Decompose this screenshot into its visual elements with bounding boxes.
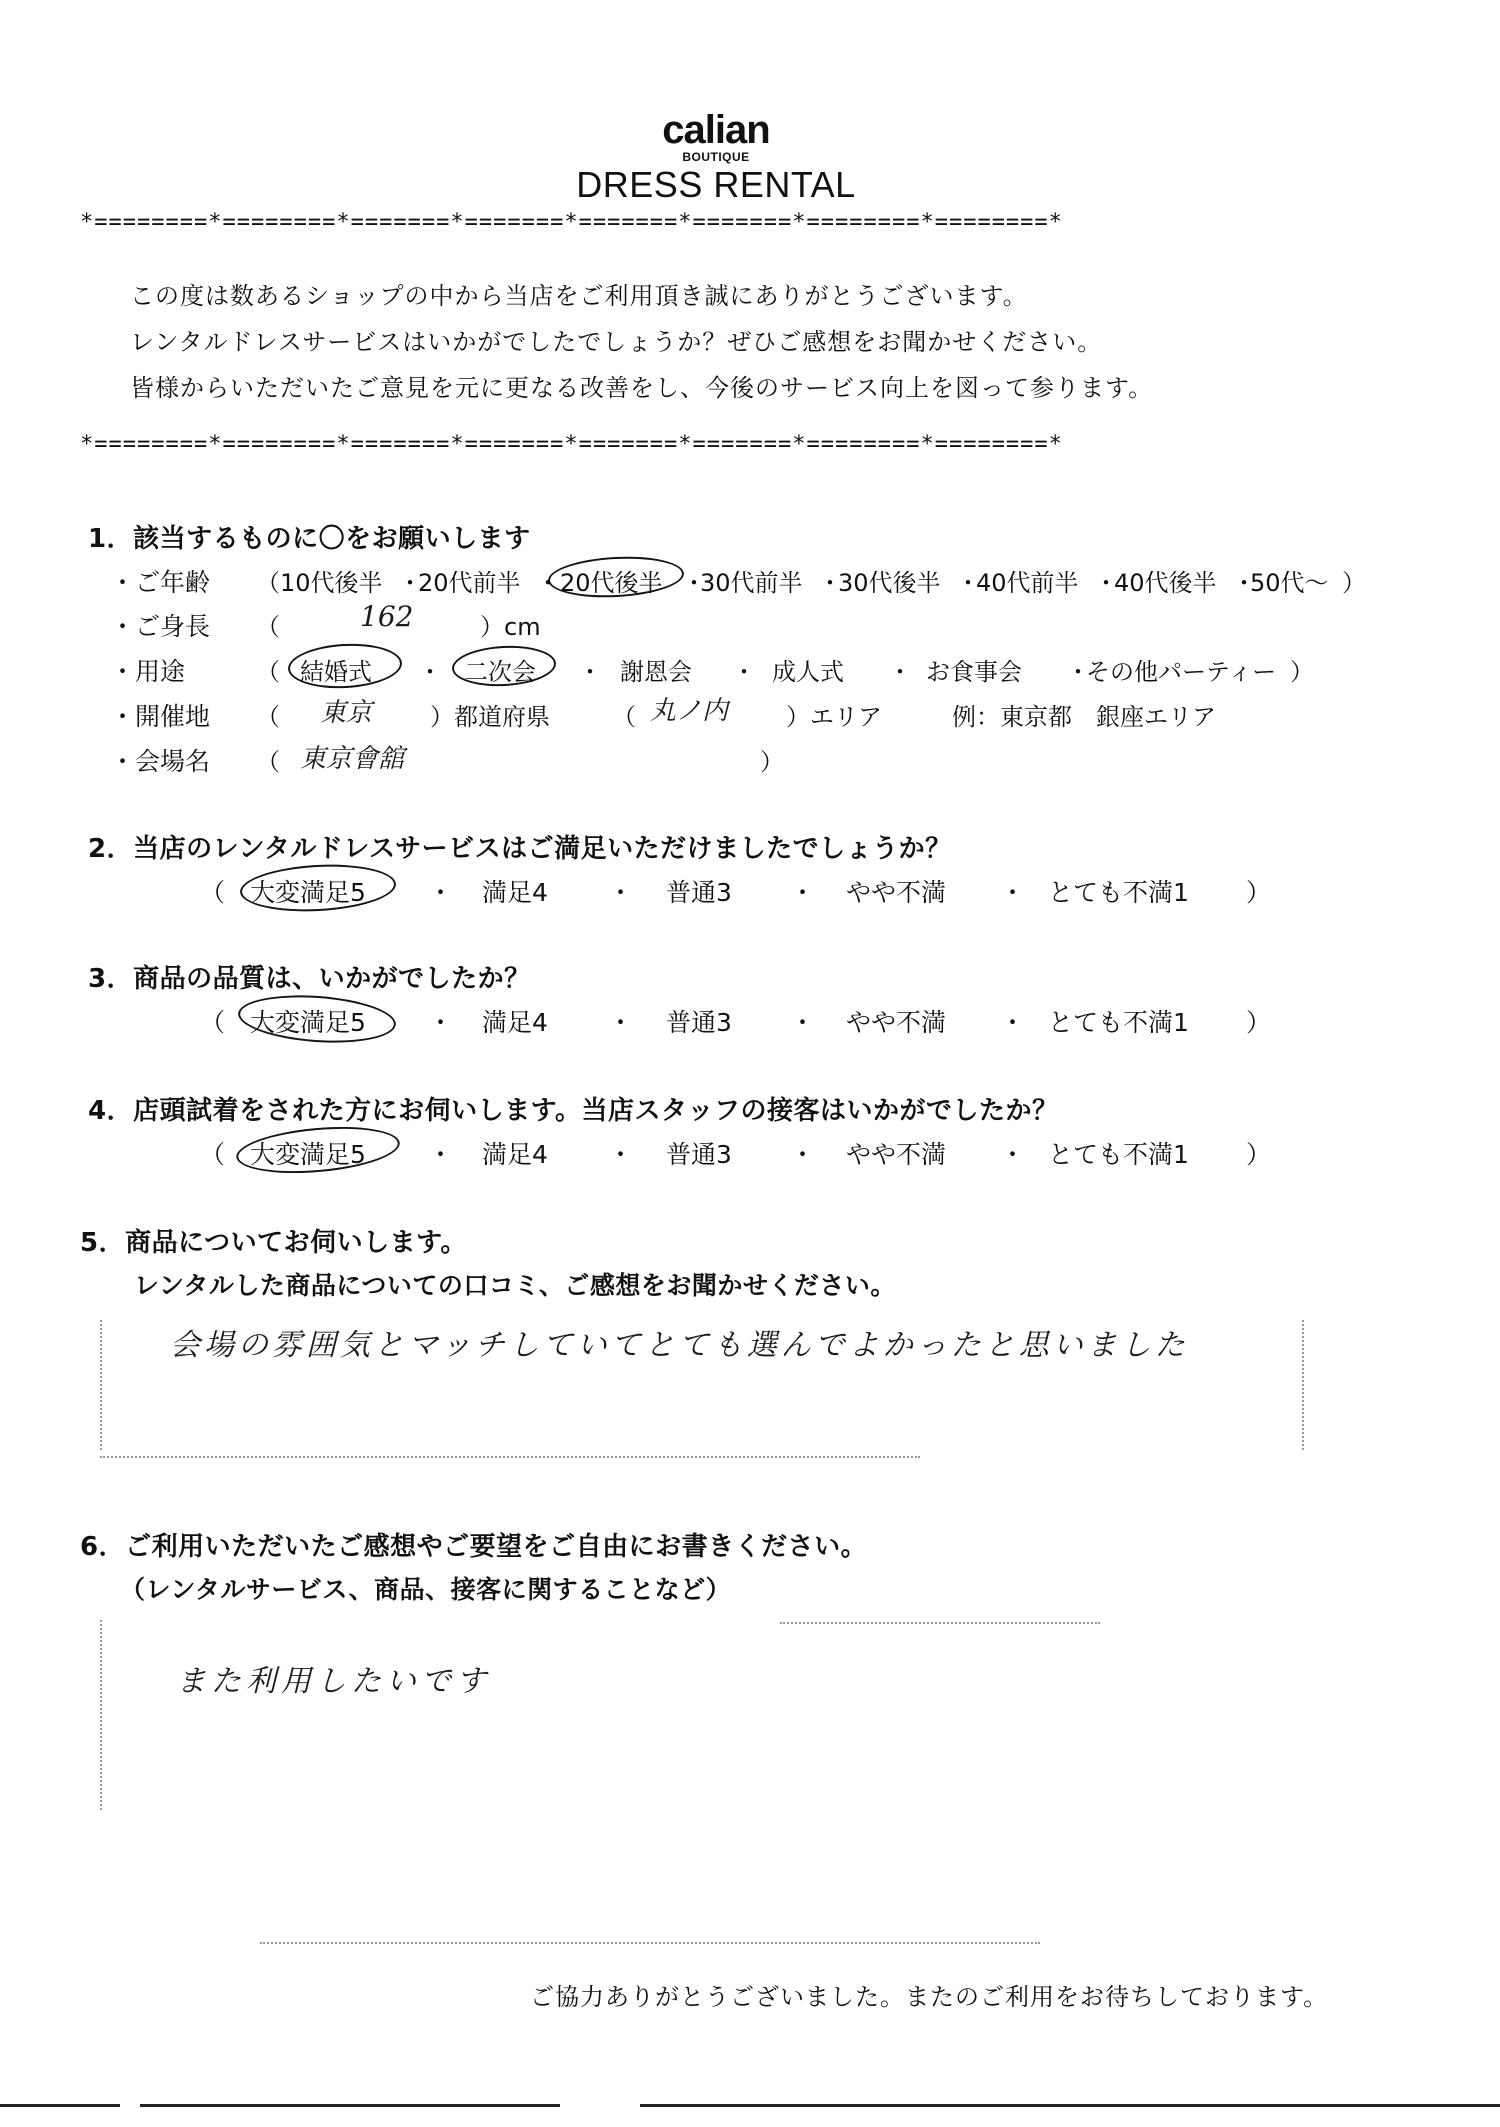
age-paren-open: （ xyxy=(256,569,280,597)
height-paren-open: （ xyxy=(256,613,280,641)
purpose-sep: ・ xyxy=(732,658,756,686)
pref-handwritten: 東京 xyxy=(320,698,373,728)
rating-paren-close: ） xyxy=(1246,1008,1272,1037)
rating-option: 満足4 xyxy=(482,1140,548,1169)
q6-subheading: （レンタルサービス、商品、接客に関することなど） xyxy=(120,1575,732,1604)
rating-sep: ・ xyxy=(790,1008,816,1037)
rating-sep: ・ xyxy=(1000,1008,1026,1037)
purpose-option: その他パーティー xyxy=(1086,658,1277,686)
purpose-paren-close: ） xyxy=(1290,658,1314,686)
q1-heading: 1．該当するものに〇をお願いします xyxy=(88,524,531,554)
rating-option-selected: 大変満足5 xyxy=(250,878,366,907)
answer-box-edge xyxy=(780,1622,1100,1624)
rating-sep: ・ xyxy=(428,1008,454,1037)
rating-sep: ・ xyxy=(790,1140,816,1169)
age-option: 20代前半 xyxy=(418,569,521,597)
rating-option: やや不満 xyxy=(846,878,947,907)
intro-line-2: レンタルドレスサービスはいかがでしたでしょうか？ぜひご感想をお聞かせください。 xyxy=(130,328,1103,356)
rating-sep: ・ xyxy=(428,1140,454,1169)
purpose-option: お食事会 xyxy=(926,658,1022,686)
purpose-sep: ・ xyxy=(578,658,602,686)
age-option: 40代前半 xyxy=(976,569,1079,597)
location-example: 例：東京都 銀座エリア xyxy=(952,703,1216,731)
height-handwritten: 162 xyxy=(360,600,414,633)
purpose-option-selected: 二次会 xyxy=(464,658,536,686)
venue-handwritten: 東京會舘 xyxy=(300,744,405,774)
purpose-sep: ・ xyxy=(888,658,912,686)
venue-paren-close: ） xyxy=(760,748,784,776)
rating-option: 普通3 xyxy=(666,1140,732,1169)
intro-line-3: 皆様からいただいたご意見を元に更なる改善をし、今後のサービス向上を図って参ります。 xyxy=(130,374,1154,402)
rating-option: とても不満1 xyxy=(1048,1140,1189,1169)
venue-label: ・会場名 xyxy=(110,747,211,776)
age-sep: ・ xyxy=(536,569,560,597)
selection-circle xyxy=(287,641,403,691)
intro-line-1: この度は数あるショップの中から当店をご利用頂き誠にありがとうございます。 xyxy=(130,282,1028,310)
q4-heading: 4．店頭試着をされた方にお伺いします。当店スタッフの接客はいかがでしたか？ xyxy=(88,1096,1059,1126)
area-handwritten: 丸ノ内 xyxy=(650,696,729,726)
venue-paren-open: （ xyxy=(256,748,280,776)
divider-top: *========*========*=======*=======*=======*=======*========*========* xyxy=(80,210,1063,235)
purpose-option-selected: 結婚式 xyxy=(300,658,372,686)
rating-option: 普通3 xyxy=(666,878,732,907)
pref-suffix: ）都道府県 xyxy=(430,703,550,731)
rating-option: とても不満1 xyxy=(1048,1008,1189,1037)
rating-paren-close: ） xyxy=(1246,1140,1272,1169)
q5-heading: 5．商品についてお伺いします。 xyxy=(80,1228,467,1258)
scan-edge-line xyxy=(0,2104,120,2107)
rating-paren-close: ） xyxy=(1246,878,1272,907)
rating-option-selected: 大変満足5 xyxy=(250,1008,366,1037)
scan-edge-line xyxy=(140,2104,560,2107)
q3-heading: 3．商品の品質は、いかがでしたか？ xyxy=(88,964,531,994)
rating-paren-open: （ xyxy=(200,878,226,907)
age-sep: ・ xyxy=(398,569,422,597)
rating-sep: ・ xyxy=(1000,878,1026,907)
q2-heading: 2．当店のレンタルドレスサービスはご満足いただけましたでしょうか？ xyxy=(88,834,952,864)
age-sep: ・ xyxy=(1232,569,1256,597)
age-sep: ・ xyxy=(682,569,706,597)
rating-option: やや不満 xyxy=(846,1140,947,1169)
rating-sep: ・ xyxy=(608,1140,634,1169)
rating-option: やや不満 xyxy=(846,1008,947,1037)
rating-sep: ・ xyxy=(608,878,634,907)
purpose-paren-open: （ xyxy=(256,658,280,686)
rating-sep: ・ xyxy=(428,878,454,907)
purpose-sep: ・ xyxy=(418,658,442,686)
rating-sep: ・ xyxy=(790,878,816,907)
height-label: ・ご身長 xyxy=(110,612,211,641)
q5-subheading: レンタルした商品についての口コミ、ご感想をお聞かせください。 xyxy=(134,1271,896,1300)
divider-bottom: *========*========*=======*=======*=======*=======*========*========* xyxy=(80,432,1063,457)
purpose-option: 成人式 xyxy=(772,658,844,686)
purpose-label: ・用途 xyxy=(110,657,186,686)
age-sep: ・ xyxy=(818,569,842,597)
age-sep: ・ xyxy=(1094,569,1118,597)
age-option: 40代後半 xyxy=(1114,569,1217,597)
selection-circle xyxy=(547,553,685,600)
answer-box-edge xyxy=(100,1320,102,1450)
rating-option: 普通3 xyxy=(666,1008,732,1037)
answer-box-edge xyxy=(100,1620,102,1810)
purpose-option: 謝恩会 xyxy=(620,658,692,686)
rating-paren-open: （ xyxy=(200,1140,226,1169)
brand-logo: calian xyxy=(662,108,770,152)
age-option: 50代～ xyxy=(1250,569,1329,597)
answer-box-edge xyxy=(1302,1320,1304,1450)
selection-circle xyxy=(451,643,557,688)
closing-message: ご協力ありがとうございました。またのご利用をお待ちしております。 xyxy=(530,1983,1329,2011)
age-label: ・ご年齢 xyxy=(110,568,211,597)
age-paren-close: ） xyxy=(1342,569,1366,597)
age-option: 10代後半 xyxy=(280,569,383,597)
age-option-selected: 20代後半 xyxy=(560,569,663,597)
age-sep: ・ xyxy=(956,569,980,597)
purpose-sep: ・ xyxy=(1066,658,1090,686)
answer-box-edge xyxy=(260,1942,1040,1944)
answer-box-edge xyxy=(100,1456,920,1458)
brand-subtitle: BOUTIQUE xyxy=(682,150,750,164)
rating-option: とても不満1 xyxy=(1048,878,1189,907)
area-paren-open: （ xyxy=(612,703,636,731)
age-option: 30代前半 xyxy=(700,569,803,597)
pref-paren-open: （ xyxy=(256,703,280,731)
rating-option-selected: 大変満足5 xyxy=(250,1140,366,1169)
location-label: ・開催地 xyxy=(110,702,211,731)
q6-answer-handwritten: また利用したいです xyxy=(176,1664,491,1699)
q6-heading: 6．ご利用いただいたご感想やご要望をご自由にお書きください。 xyxy=(80,1532,868,1562)
height-paren-close: ）cm xyxy=(480,613,541,641)
rating-option: 満足4 xyxy=(482,1008,548,1037)
q5-answer-handwritten: 会場の雰囲気とマッチしていてとても選んでよかったと思いました xyxy=(170,1328,1189,1363)
scan-edge-line xyxy=(640,2104,1500,2107)
rating-sep: ・ xyxy=(608,1008,634,1037)
rating-option: 満足4 xyxy=(482,878,548,907)
age-option: 30代後半 xyxy=(838,569,941,597)
rating-paren-open: （ xyxy=(200,1008,226,1037)
document-title: DRESS RENTAL xyxy=(576,164,856,205)
area-suffix: ）エリア xyxy=(786,703,882,731)
rating-sep: ・ xyxy=(1000,1140,1026,1169)
